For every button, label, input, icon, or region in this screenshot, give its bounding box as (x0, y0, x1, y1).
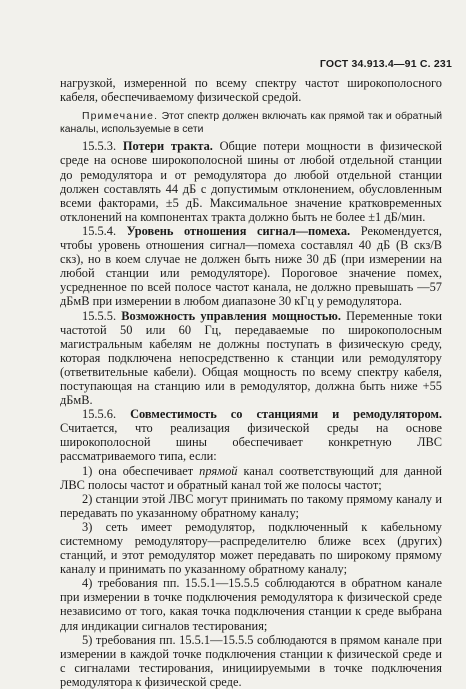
section-15-5-5 (60, 309, 442, 408)
list-item-text: канал соответствующий для данной ЛВС полосы частот и обратный канал той же полосы частот; (60, 463, 442, 492)
list-item-2: 2) станции этой ЛВС могут принимать по такому прямому каналу и передавать по указанному обратному каналу; (60, 491, 442, 520)
document-body (60, 76, 442, 689)
section-number: 15.5.4. (82, 223, 127, 238)
section-15-5-6 (60, 407, 442, 463)
section-title: Потери тракта. (122, 139, 213, 154)
page-header: ГОСТ 34.913.4—91 С. 231 (319, 58, 452, 70)
list-item-3: 3) сеть имеет ремодулятор, подключенный к кабельному системному ремодулятору—распределителю ближе всех (других) станций, и этот ремодулятор может передавать по широкому прямому каналу и принимать по указанному обратному каналу; (60, 519, 442, 577)
section-text: Считается, что реализация физической среды на основе широкополосной шины обеспечивает конкретную ЛВС рассматриваемого типа, если: (60, 421, 442, 464)
section-number: 15.5.3. (82, 139, 123, 154)
list-item-5: 5) требования пп. 15.5.1—15.5.5 соблюдаются в прямом канале при измерении в каждой точке подключения станции к физической среде и с сигналами тестирования, инициируемыми в точке подключения ремодулятора к физической среде. (60, 632, 442, 689)
section-title: Совместимость со станциями и ремодулятором. (130, 407, 443, 422)
note-paragraph (60, 111, 442, 136)
continued-paragraph: нагрузкой, измеренной по всему спектру частот широкополосного кабеля, обеспечиваемому физической средой. (60, 76, 442, 105)
section-title: Возможность управления мощностью. (121, 308, 341, 323)
section-15-5-4 (60, 224, 442, 309)
section-title: Уровень отношения сигнал—помеха. (126, 223, 351, 238)
list-item-1 (60, 464, 442, 492)
section-text: Рекомендуется, чтобы уровень отношения сигнал—помеха составлял 40 дБ (В скз/В скз), но в коем случае не должен быть ниже 30 дБ (при измерении на любой станции или ремодуляторе). Пороговое значение помех, усредненное по всей полосе частот канала, не должно превышать —57 дБмВ при измерении в любом диапазоне 30 кГц у ремодулятора. (60, 223, 442, 309)
section-text: Общие потери мощности в физической среде на основе широкополосной шины от любой отдельной станции до ремодулятора и от ремодулятора до любой отдельной станции должен составлять 44 дБ с допустимым отклонением, обусловленным всеми факторами, ±5 дБ. Максимальное значение кратковременных отклонений на компонентах тракта должно быть не более ±1 дБ/мин. (60, 139, 442, 224)
note-text: Этот спектр должен включать как прямой так и обратный каналы, используемые в сети (60, 111, 442, 135)
section-text: Переменные токи частотой 50 или 60 Гц, передаваемые по широкополосным магистральным кабелям не должны поступать в физическую среду, которая подключена непосредственно к станции или ремодулятору (ответвительные кабели). Общая мощность по всему спектру кабеля, поступающая на станцию или в ремодулятор, должна быть ниже +55 дБмВ. (60, 308, 442, 408)
section-number: 15.5.6. (82, 407, 131, 422)
section-number: 15.5.5. (82, 308, 122, 323)
list-item-4: 4) требования пп. 15.5.1—15.5.5 соблюдаются в обратном канале при измерении в точке подключения ремодулятора к физической среде независимо от того, какая точка подключения станции к среде выбрана для индикации сигналов тестирования; (60, 576, 442, 633)
list-item-text: 1) она обеспечивает (82, 463, 200, 478)
note-label: Примечание. (82, 111, 159, 123)
emphasis-word: прямой (199, 463, 238, 478)
section-15-5-3 (60, 139, 442, 224)
